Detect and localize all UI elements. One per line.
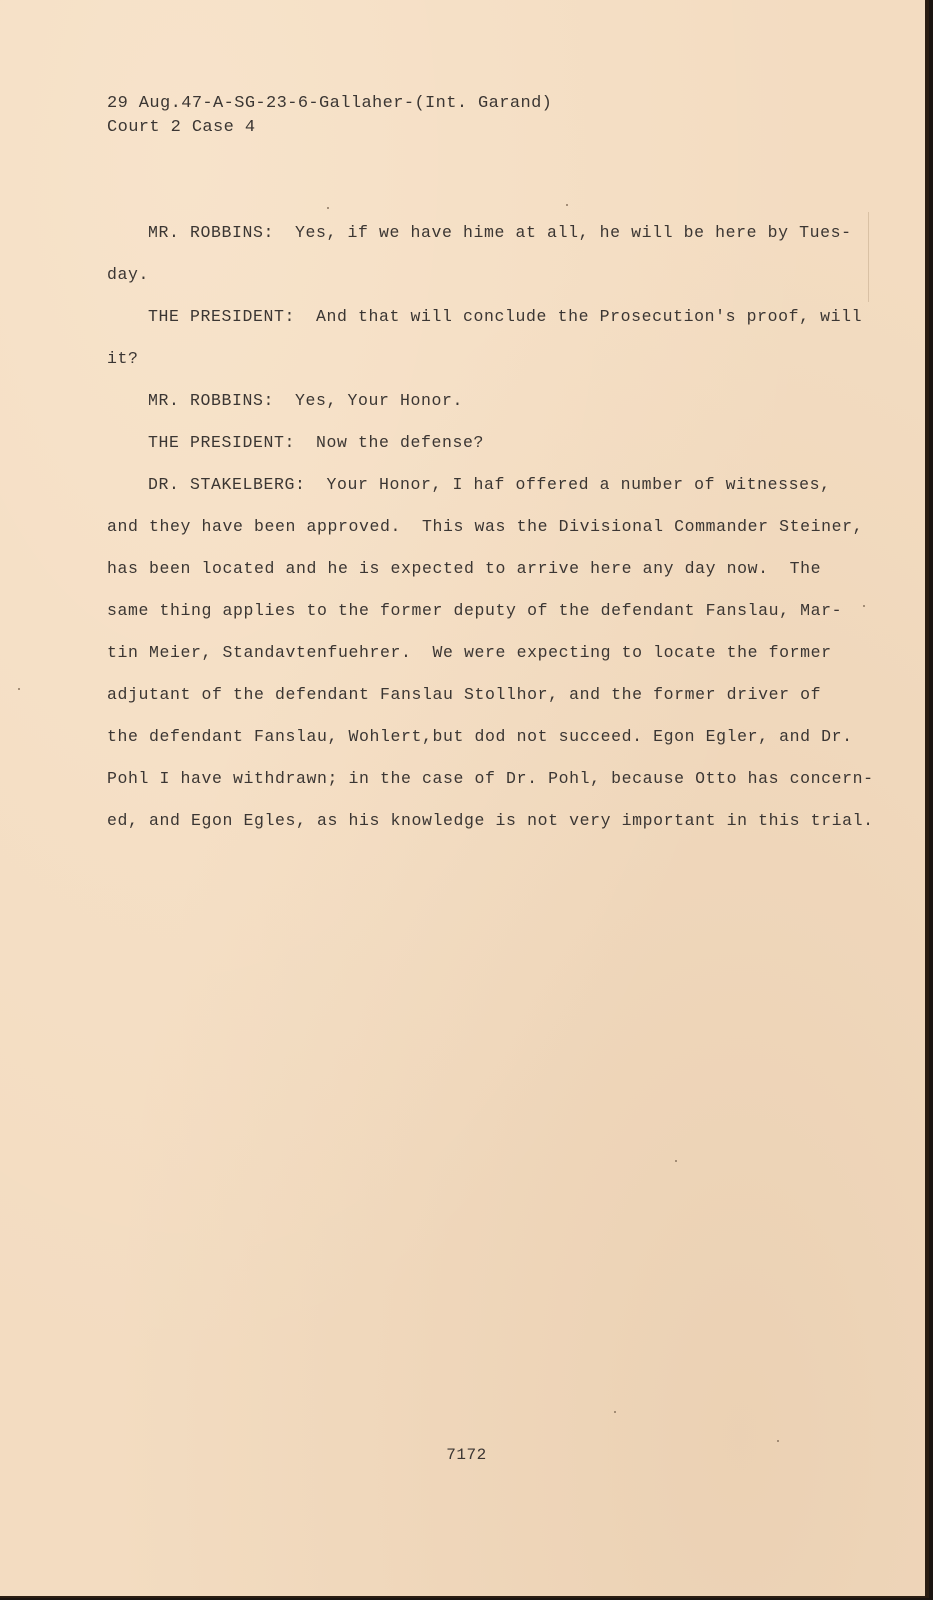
page-number: 7172 [446, 1446, 487, 1464]
document-header [107, 92, 552, 140]
transcript-line: has been located and he is expected to arrive here any day now. The [107, 559, 822, 578]
transcript-line: it? [107, 349, 139, 368]
transcript-body [107, 212, 874, 842]
transcript-line: day. [107, 265, 150, 284]
header-reference-line: 29 Aug.47-A-SG-23-6-Gallaher-(Int. Garand) [107, 94, 553, 113]
transcript-line: MR. ROBBINS: Yes, Your Honor. [148, 391, 464, 410]
paper-speck [614, 1411, 616, 1413]
paper-speck [327, 207, 329, 209]
paper-speck [777, 1440, 779, 1442]
transcript-line: and they have been approved. This was the Divisional Commander Steiner, [107, 517, 864, 536]
transcript-line: ed, and Egon Egles, as his knowledge is not very important in this trial. [107, 811, 874, 830]
paper-speck [566, 204, 568, 206]
paper-speck [675, 1160, 677, 1162]
paper-fold-mark [868, 212, 869, 302]
transcript-line: THE PRESIDENT: Now the defense? [148, 433, 485, 452]
transcript-line: adjutant of the defendant Fanslau Stollhor, and the former driver of [107, 685, 822, 704]
transcript-line: THE PRESIDENT: And that will conclude the Prosecution's proof, will [148, 307, 863, 326]
transcript-line: DR. STAKELBERG: Your Honor, I haf offered a number of witnesses, [148, 475, 831, 494]
paper-speck [18, 688, 20, 690]
transcript-line: tin Meier, Standavtenfuehrer. We were expecting to locate the former [107, 643, 832, 662]
transcript-line: Pohl I have withdrawn; in the case of Dr. Pohl, because Otto has concern- [107, 769, 874, 788]
paper-speck [863, 605, 865, 607]
transcript-line: the defendant Fanslau, Wohlert,but dod not succeed. Egon Egler, and Dr. [107, 727, 853, 746]
transcript-line: MR. ROBBINS: Yes, if we have hime at all, he will be here by Tues- [148, 223, 852, 242]
header-court-case-line: Court 2 Case 4 [107, 118, 256, 137]
transcript-line: same thing applies to the former deputy of the defendant Fanslau, Mar- [107, 601, 843, 620]
